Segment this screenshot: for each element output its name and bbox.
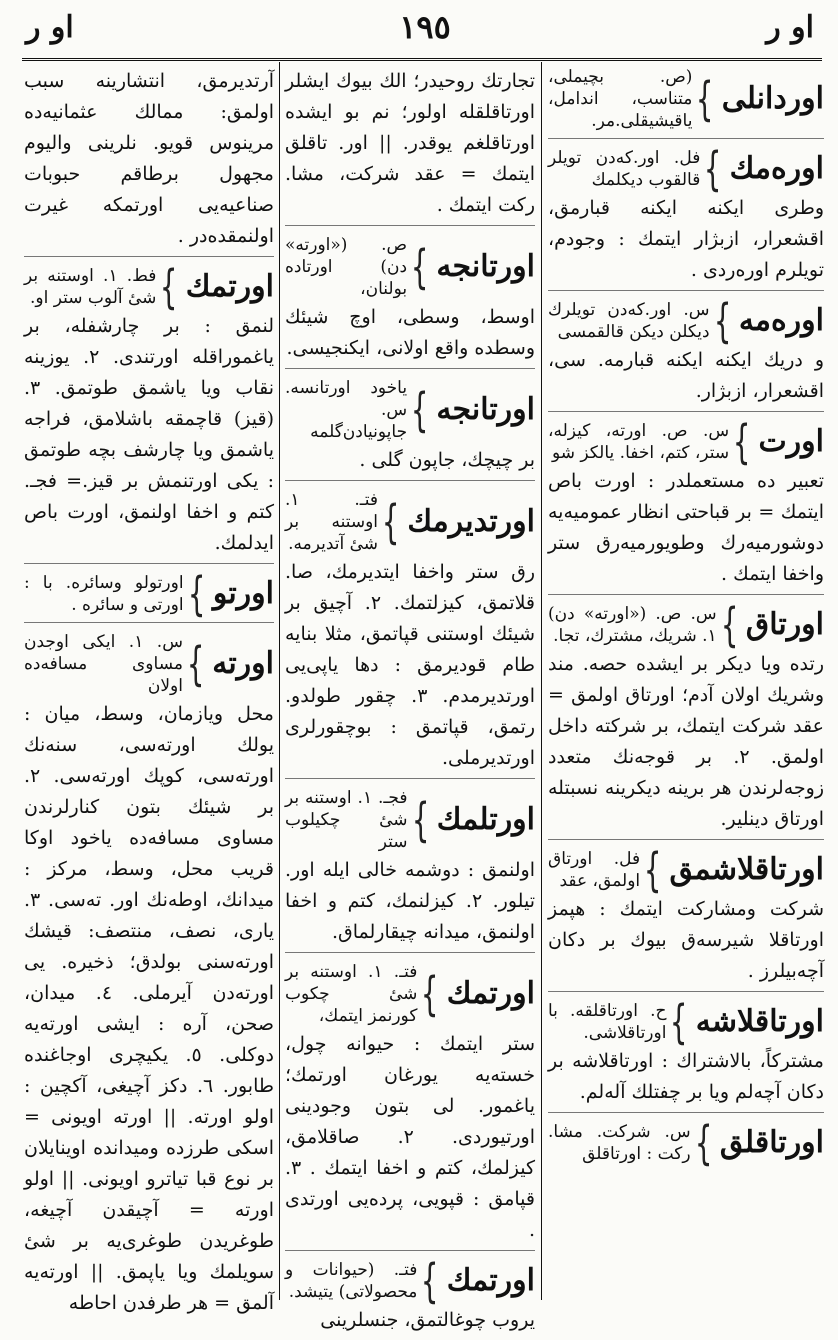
dictionary-entry (24, 66, 274, 257)
brace-mark: } (696, 72, 714, 126)
dictionary-entry (285, 234, 535, 369)
headword: اورتمك (446, 1263, 535, 1298)
definition-head: ص. («اورته» دن) اورتاده بولنان، (285, 235, 408, 299)
header-rule (22, 58, 822, 61)
headword: اورتانجه (436, 392, 535, 427)
brace-mark: } (644, 843, 662, 897)
dictionary-entry (285, 66, 535, 226)
definition-head: ح. اورتاقلقه. با اورتاقلاشی. (548, 1001, 667, 1043)
brace-mark: } (713, 294, 731, 348)
dictionary-entry (285, 787, 535, 953)
definition-head: س. اور.كه‌دن تویلرك دیكلن دیكن قالقمسی (548, 300, 710, 342)
headword: اورتلمك (436, 802, 535, 837)
dictionary-entry (548, 66, 824, 139)
definition-text: آرتدیرمق، انتشارینه سبب اولمق: ممالك عثمانیه‌ده مرینوس قویو. نلرینی والیوم مجهول برطاقم حبوبات صناعیه‌یی اورتمكه غیرت اولنمقده‌در . (24, 70, 274, 247)
definition-text: رق ستر واخفا ایتدیرمك، صا. قلاتمق، كیزلتمك. ٢. آچیق بر شیئك اوستنی قپاتمق، مثلا بنایه طام قودیرمق : دها یاپی‌یی اورتدیرمدم. ٣. چقور طولدو. رتمق، قپاتمق : بوچقورلری اورتدیرملی. (285, 561, 536, 769)
entry-head (285, 961, 535, 1027)
headword: اورتاقلق (719, 1125, 824, 1160)
entry-head (548, 142, 824, 196)
brace-mark: } (410, 240, 429, 294)
dictionary-entry (548, 142, 824, 291)
definition-text: و دریك ایكنه ایكنه قبارمه. سی، اقشعرار، ازبژار. (548, 349, 824, 402)
definition-text: وطری ایكنه ایكنه قبارمق، اقشعرار، ازبژار ایتمك : وجودم، تویلرم اوره‌ردی . (548, 197, 824, 281)
headword: اوردانلی (721, 81, 824, 116)
headword: اورتمك (185, 269, 274, 304)
entry-head (548, 294, 824, 348)
definition-head: فتـ. ١. اوستنه بر شیٔ چكوب كورنمز ایتمك، (285, 962, 418, 1026)
page-header (20, 8, 820, 54)
definition-head: س. ص. («اورته» دن) ١. شریك، مشترك، تجا. (548, 604, 717, 646)
headword: اوره‌مك (729, 151, 824, 186)
brace-mark: } (160, 260, 178, 314)
definition-head: فتـ. (حیوانات و محصولاتی) یتیشد. (285, 1260, 418, 1302)
headword: اورتمك (446, 976, 535, 1011)
brace-mark: } (733, 415, 751, 469)
dictionary-entry (548, 294, 824, 412)
brace-mark: } (411, 793, 429, 847)
brace-mark: } (694, 1116, 713, 1170)
dictionary-entry (548, 598, 824, 840)
definition-head: فل. اور.كه‌دن تویلر قالقوب دیكلمك (548, 148, 701, 190)
entry-head (24, 567, 274, 621)
entry-head (24, 631, 274, 697)
brace-mark: } (381, 495, 400, 549)
definition-text: رتده ویا دیكر بر ایشده حصه. مند وشریك اولان آدم؛ اورتاق اولمق = عقد شركت ایتمك، بر شركته داخل اولمق. ٢. بر قوجه‌نك متعدد زوجه‌لرندن هر برینه دیكرینه نسبتله اورتاق دینلیر. (548, 653, 824, 830)
definition-head: فل. اورتاق اولمق، عقد (548, 849, 641, 891)
running-head-left: او ر (26, 10, 74, 45)
entry-head (285, 489, 535, 555)
headword: اورتاقلاشمق (669, 852, 824, 887)
headword: اورتانجه (436, 249, 535, 284)
brace-mark: } (421, 967, 439, 1021)
definition-text: محل ویازمان، وسط، میان : یولك اورته‌سی، سنه‌نك اورته‌سی، كوپك اورته‌سی. ٢. بر شیئك بتون كنارلرندن مساوی مسافه‌ده یاخود اوكا قریب محل، وسط، مركز : میدانك، اوطه‌نك اور. ته‌سی. ٣. یاری، نصف، منتصف: قیشك اورته‌سنی بولدق؛ ذخیره. یی اورته‌دن آیرملی. ٤. میدان، صحن، آره : ایشی اورته‌یه دوكلی. ٥. یكیچری اوجاغنده طابور. ٦. دكز آچیغی، آكچین : اولو اورته. || اورته اویونی = اسكی طرزده ومیدانده اوینایلان بر نوع قبا تیاترو اویونی. || اولو اورته = آچیقدن آچیغه، طوغریدن طوغری‌یه بر شیٔ سویلمك ویا یاپمق. || اورته‌یه آلمق = هر طرفدن احاطه (24, 703, 275, 1314)
definition-text: ستر ایتمك : حیوانه چول، خسته‌یه یورغان اورتمك؛ یاغمور. لی بتون وجودینی اورتیوردی. ٢. صاقلامق، كیزلمك، كتم و اخفا ایتمك . ٣. قپامق : قپویی، پرده‌یی اورتدی . (285, 1033, 535, 1241)
definition-head: (ص. بچیملی، متناسب، اندامل، یاقیشیقلی.مر. (548, 67, 693, 131)
dictionary-entry (548, 415, 824, 595)
brace-mark: } (720, 598, 739, 652)
column-divider (541, 62, 542, 1300)
brace-mark: } (704, 142, 722, 196)
headword: اورتاق (745, 607, 824, 642)
definition-text: شركت ومشاركت ایتمك : هپمز اورتاقلا شیرسه‌ق بیوك بر دكان آچه‌بیلرز . (548, 898, 824, 982)
dictionary-entry (548, 843, 824, 992)
entry-head (24, 260, 274, 314)
headword: اورت (758, 424, 824, 459)
dictionary-entry (24, 567, 274, 623)
entry-head (285, 234, 535, 300)
entry-head (285, 377, 535, 443)
headword: اورتاقلاشه (695, 1004, 824, 1039)
dictionary-entry (24, 260, 274, 564)
dictionary-entry (548, 1116, 824, 1171)
dictionary-entry (548, 995, 824, 1113)
definition-text: اوسط، وسطی، اوچ شیئك وسطده واقع اولانی، ایكنجیسی. (285, 306, 535, 359)
dictionary-entry (285, 1254, 535, 1340)
headword: اورتو (212, 576, 274, 611)
definition-head: فتـ. ١. اوستنه بر شیٔ آتدیرمه. (285, 490, 379, 554)
brace-mark: } (186, 637, 205, 691)
definition-head: یاخود اورتانسه. س. جاپونیادن‌گلمه (285, 378, 408, 442)
page-number: ١٩٥ (399, 8, 451, 46)
entry-head (548, 1116, 824, 1170)
dictionary-entry (24, 631, 274, 1323)
column-divider (279, 62, 280, 1300)
entry-head (548, 843, 824, 897)
definition-text: لنمق : بر چارشفله، بر یاغموراقله اورتندی. ٢. یوزینه نقاب ویا یاشمق طوتمق. ٣. (قیز) قاچمقه باشلامق، فراجه یاشمق ویا چارشف بچه‌ طوتمق : یكی اورتنمش بر قیز.= فجـ. كتم و اخفا اولنمق، اورت باص ایدلمك. (24, 315, 274, 554)
entry-head (548, 598, 824, 652)
headword: اورته (212, 646, 274, 681)
definition-head: س. شركت. مشا. ركت : اورتاقلق (548, 1122, 691, 1164)
column-middle (285, 66, 536, 1331)
entry-head (285, 1254, 535, 1308)
column-right (548, 66, 824, 1294)
entry-head (285, 787, 535, 853)
definition-head: فط. ١. اوستنه بر شیٔ آلوب ستر او. (24, 266, 157, 308)
definition-text: اولنمق : دوشمه خالی ایله اور. تیلور. ٢. كیزلنمك، كتم و اخفا اولنمق، میدانه چیقارلماق. (285, 859, 535, 943)
entry-head (548, 995, 824, 1049)
entry-head (548, 415, 824, 469)
brace-mark: } (670, 995, 688, 1049)
dictionary-entry (285, 489, 535, 779)
definition-head: اورتولو وسائره. با : اورتی و سائره . (24, 573, 184, 615)
definition-text: تجارتك روحیدر؛ الك بیوك ایشلر اورتاقلقله اولور؛ نم بو ایشده اورتاقلغم یوقدر. || اور. تاقلق ایتمك = عقد شركت، مشا. ركت ایتمك . (285, 70, 535, 216)
dictionary-entry (285, 377, 535, 481)
dictionary-entry (285, 961, 535, 1251)
definition-head: س. ١. ایكی اوجدن مساوی مسافه‌ده اولان (24, 632, 183, 696)
column-left (24, 66, 275, 1314)
definition-text: مشتركاً، بالاشتراك : اورتاقلاشه بر دكان آچه‌لم ویا بر چفتلك آله‌لم. (548, 1050, 824, 1103)
headword: اورتدیرمك (407, 504, 535, 539)
definition-head: فجـ. ١. اوستنه بر شیٔ چكیلوب ستر (285, 788, 408, 852)
entry-head (548, 66, 824, 132)
definition-text: یروب چوغالتمق، جنسلرینی (320, 1309, 535, 1331)
brace-mark: } (187, 567, 205, 621)
definition-text: بر چیچك، جاپون گلی . (359, 449, 535, 471)
brace-mark: } (410, 383, 429, 437)
brace-mark: } (421, 1254, 439, 1308)
headword: اوره‌مه (738, 303, 824, 338)
running-head-right: او ر (766, 10, 814, 45)
definition-text: تعبیر ده مستعملدر : اورت باص ایتمك = بر قباحتی انظار عمومیه‌یه دوشورمیه‌رك وطویورمیه‌رق ستر واخفا ایتمك . (548, 470, 824, 585)
definition-head: س. ص. اورته، كیزله، ستر، كتم، اخفا. یالكز شو (548, 421, 730, 463)
